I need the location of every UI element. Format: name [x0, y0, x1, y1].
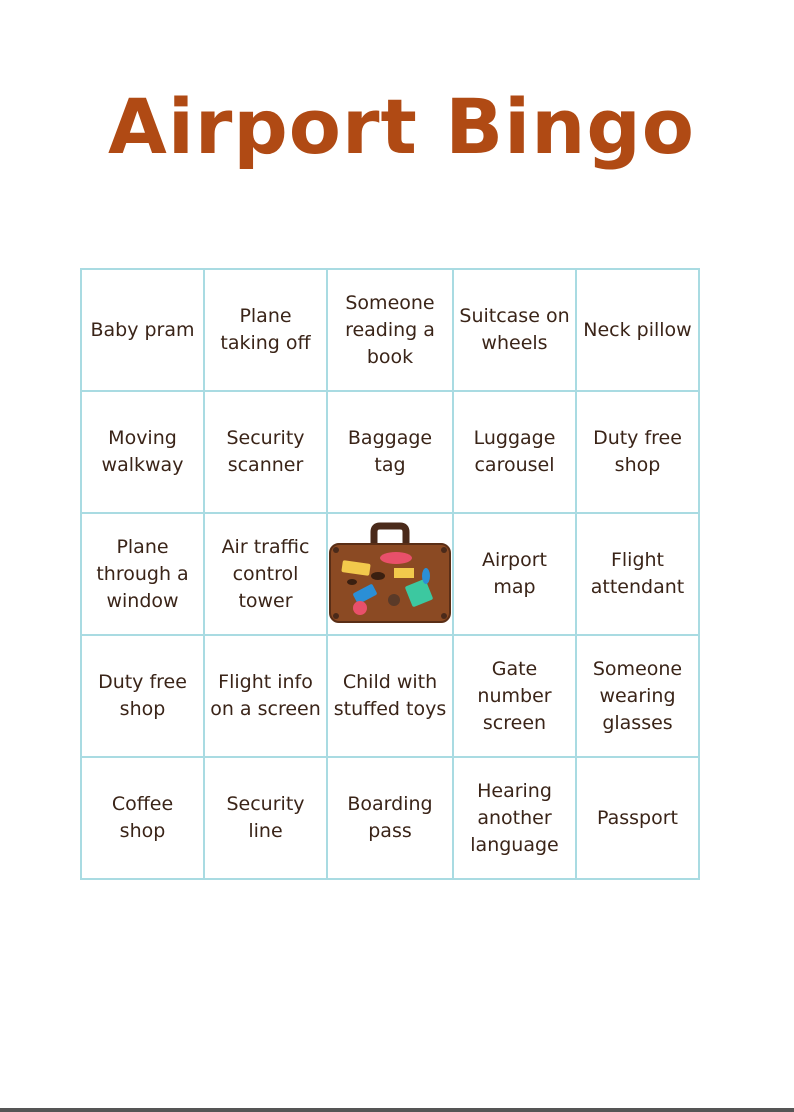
suitcase-icon — [328, 522, 452, 626]
bingo-row — [81, 391, 699, 513]
bingo-cell[interactable]: Boarding pass — [327, 757, 453, 879]
bingo-cell[interactable]: Plane through a window — [81, 513, 204, 635]
bingo-cell[interactable]: Someone reading a book — [327, 269, 453, 391]
bingo-cell[interactable]: Hearing another language — [453, 757, 576, 879]
bingo-cell[interactable]: Passport — [576, 757, 699, 879]
bingo-cell[interactable]: Baby pram — [81, 269, 204, 391]
bingo-cell[interactable]: Suitcase on wheels — [453, 269, 576, 391]
bingo-cell[interactable]: Airport map — [453, 513, 576, 635]
bingo-row — [81, 757, 699, 879]
bingo-cell[interactable]: Flight attendant — [576, 513, 699, 635]
free-space-cell[interactable] — [327, 513, 453, 635]
bingo-cell[interactable]: Child with stuffed toys — [327, 635, 453, 757]
bingo-cell[interactable]: Plane taking off — [204, 269, 327, 391]
bingo-row — [81, 513, 699, 635]
bingo-cell[interactable]: Security line — [204, 757, 327, 879]
bingo-cell[interactable]: Security scanner — [204, 391, 327, 513]
page-title: Airport Bingo — [108, 82, 695, 171]
bottom-divider — [0, 1108, 794, 1112]
bingo-cell[interactable]: Someone wearing glasses — [576, 635, 699, 757]
bingo-cell[interactable]: Flight info on a screen — [204, 635, 327, 757]
bingo-cell[interactable]: Neck pillow — [576, 269, 699, 391]
bingo-cell[interactable]: Baggage tag — [327, 391, 453, 513]
bingo-row — [81, 635, 699, 757]
bingo-row — [81, 269, 699, 391]
bingo-cell[interactable]: Coffee shop — [81, 757, 204, 879]
bingo-cell[interactable]: Gate number screen — [453, 635, 576, 757]
bingo-cell[interactable]: Duty free shop — [81, 635, 204, 757]
bingo-grid — [80, 268, 700, 880]
bingo-cell[interactable]: Air traffic control tower — [204, 513, 327, 635]
bingo-cell[interactable]: Moving walkway — [81, 391, 204, 513]
bingo-cell[interactable]: Duty free shop — [576, 391, 699, 513]
bingo-cell[interactable]: Luggage carousel — [453, 391, 576, 513]
